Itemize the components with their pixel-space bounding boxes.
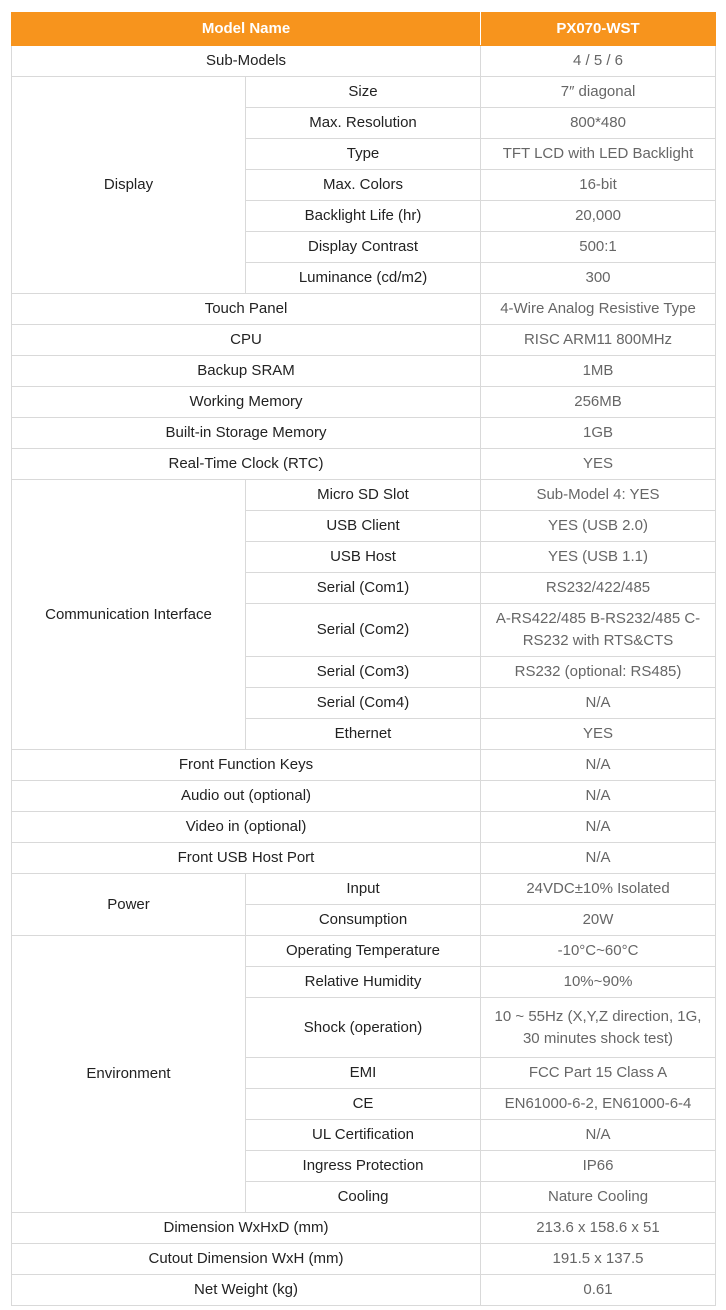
spec-label: Dimension WxHxD (mm) bbox=[12, 1213, 481, 1244]
table-row bbox=[12, 77, 716, 108]
group-label-power: Power bbox=[12, 874, 246, 936]
spec-value: RS232 (optional: RS485) bbox=[481, 657, 716, 688]
spec-value: N/A bbox=[481, 1120, 716, 1151]
spec-value: IP66 bbox=[481, 1151, 716, 1182]
spec-label: Front USB Host Port bbox=[12, 843, 481, 874]
spec-value: 7″ diagonal bbox=[481, 77, 716, 108]
spec-label: Cutout Dimension WxH (mm) bbox=[12, 1244, 481, 1275]
spec-value: 256MB bbox=[481, 387, 716, 418]
spec-label: Built-in Storage Memory bbox=[12, 418, 481, 449]
table-row bbox=[12, 1213, 716, 1244]
header-model-name: Model Name bbox=[12, 13, 481, 46]
spec-value: YES (USB 2.0) bbox=[481, 511, 716, 542]
table-row bbox=[12, 449, 716, 480]
spec-label: EMI bbox=[246, 1058, 481, 1089]
spec-label: Serial (Com3) bbox=[246, 657, 481, 688]
table-row bbox=[12, 387, 716, 418]
table-row bbox=[12, 418, 716, 449]
spec-label: Max. Colors bbox=[246, 170, 481, 201]
group-label-communication: Communication Interface bbox=[12, 480, 246, 750]
table-row bbox=[12, 750, 716, 781]
spec-label: Ingress Protection bbox=[246, 1151, 481, 1182]
spec-label: USB Client bbox=[246, 511, 481, 542]
spec-label: Cooling bbox=[246, 1182, 481, 1213]
group-label-environment: Environment bbox=[12, 936, 246, 1213]
spec-value: 20W bbox=[481, 905, 716, 936]
spec-value: YES bbox=[481, 719, 716, 750]
table-row bbox=[12, 1275, 716, 1306]
header-model-value: PX070-WST bbox=[481, 13, 716, 46]
spec-value: RS232/422/485 bbox=[481, 573, 716, 604]
spec-value: 4 / 5 / 6 bbox=[481, 46, 716, 77]
spec-label: Size bbox=[246, 77, 481, 108]
spec-value: Sub-Model 4: YES bbox=[481, 480, 716, 511]
spec-label: Serial (Com4) bbox=[246, 688, 481, 719]
spec-value: TFT LCD with LED Backlight bbox=[481, 139, 716, 170]
spec-label: Input bbox=[246, 874, 481, 905]
spec-label: Serial (Com2) bbox=[246, 604, 481, 657]
spec-value: 16-bit bbox=[481, 170, 716, 201]
spec-label: CE bbox=[246, 1089, 481, 1120]
spec-label: Serial (Com1) bbox=[246, 573, 481, 604]
spec-value: 1MB bbox=[481, 356, 716, 387]
spec-label: Display Contrast bbox=[246, 232, 481, 263]
spec-value: Nature Cooling bbox=[481, 1182, 716, 1213]
spec-label: Real-Time Clock (RTC) bbox=[12, 449, 481, 480]
spec-value: YES bbox=[481, 449, 716, 480]
spec-value: 20,000 bbox=[481, 201, 716, 232]
spec-value: N/A bbox=[481, 812, 716, 843]
spec-value: 24VDC±10% Isolated bbox=[481, 874, 716, 905]
spec-label: Max. Resolution bbox=[246, 108, 481, 139]
spec-value: 10%~90% bbox=[481, 967, 716, 998]
spec-value: N/A bbox=[481, 750, 716, 781]
table-row bbox=[12, 325, 716, 356]
group-label-display: Display bbox=[12, 77, 246, 294]
table-row bbox=[12, 480, 716, 511]
spec-value: N/A bbox=[481, 781, 716, 812]
spec-label: Backlight Life (hr) bbox=[246, 201, 481, 232]
spec-value: N/A bbox=[481, 843, 716, 874]
header-row bbox=[12, 13, 716, 46]
spec-value: EN61000-6-2, EN61000-6-4 bbox=[481, 1089, 716, 1120]
spec-value: RISC ARM11 800MHz bbox=[481, 325, 716, 356]
spec-value: 191.5 x 137.5 bbox=[481, 1244, 716, 1275]
spec-value: 10 ~ 55Hz (X,Y,Z direction, 1G, 30 minutes shock test) bbox=[481, 998, 716, 1058]
spec-label: Video in (optional) bbox=[12, 812, 481, 843]
spec-label: Sub-Models bbox=[12, 46, 481, 77]
spec-label: Front Function Keys bbox=[12, 750, 481, 781]
table-row bbox=[12, 46, 716, 77]
spec-label: Backup SRAM bbox=[12, 356, 481, 387]
spec-label: Audio out (optional) bbox=[12, 781, 481, 812]
spec-value: 213.6 x 158.6 x 51 bbox=[481, 1213, 716, 1244]
spec-label: Shock (operation) bbox=[246, 998, 481, 1058]
spec-label: USB Host bbox=[246, 542, 481, 573]
spec-label: Consumption bbox=[246, 905, 481, 936]
spec-value: A-RS422/485 B-RS232/485 C-RS232 with RTS&CTS bbox=[481, 604, 716, 657]
spec-label: UL Certification bbox=[246, 1120, 481, 1151]
spec-value: 500:1 bbox=[481, 232, 716, 263]
table-row bbox=[12, 294, 716, 325]
spec-label: CPU bbox=[12, 325, 481, 356]
spec-label: Working Memory bbox=[12, 387, 481, 418]
spec-label: Ethernet bbox=[246, 719, 481, 750]
spec-label: Operating Temperature bbox=[246, 936, 481, 967]
spec-label: Type bbox=[246, 139, 481, 170]
spec-label: Net Weight (kg) bbox=[12, 1275, 481, 1306]
table-row bbox=[12, 936, 716, 967]
spec-value: FCC Part 15 Class A bbox=[481, 1058, 716, 1089]
spec-label: Relative Humidity bbox=[246, 967, 481, 998]
spec-value: -10°C~60°C bbox=[481, 936, 716, 967]
spec-value: YES (USB 1.1) bbox=[481, 542, 716, 573]
table-row bbox=[12, 812, 716, 843]
spec-label: Touch Panel bbox=[12, 294, 481, 325]
spec-value: 300 bbox=[481, 263, 716, 294]
table-row bbox=[12, 781, 716, 812]
spec-value: 0.61 bbox=[481, 1275, 716, 1306]
table-row bbox=[12, 356, 716, 387]
table-row bbox=[12, 874, 716, 905]
table-row bbox=[12, 1244, 716, 1275]
spec-label: Micro SD Slot bbox=[246, 480, 481, 511]
spec-value: 1GB bbox=[481, 418, 716, 449]
spec-label: Luminance (cd/m2) bbox=[246, 263, 481, 294]
spec-value: 800*480 bbox=[481, 108, 716, 139]
spec-value: 4-Wire Analog Resistive Type bbox=[481, 294, 716, 325]
spec-table bbox=[11, 12, 716, 1306]
table-row bbox=[12, 843, 716, 874]
spec-value: N/A bbox=[481, 688, 716, 719]
